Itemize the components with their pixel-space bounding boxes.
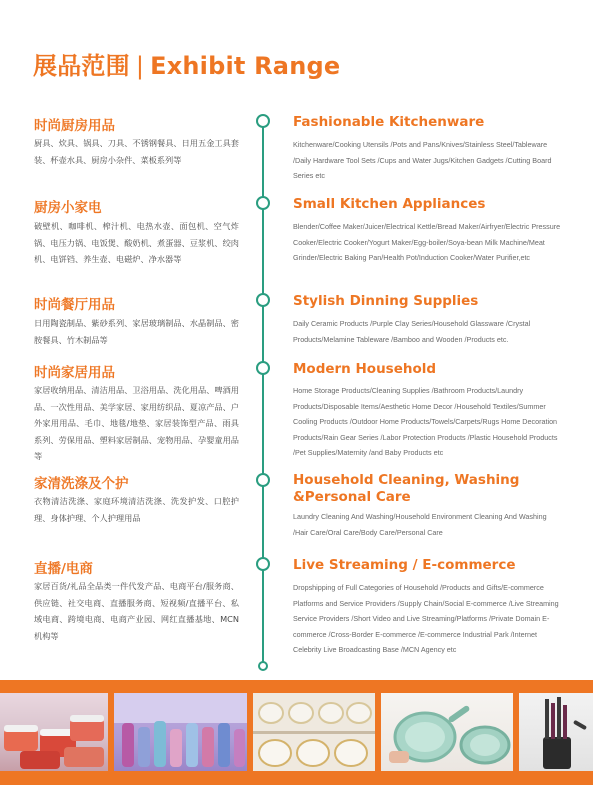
section-5-en-body: Laundry Cleaning And Washing/Household Environment Cleaning And Washing /Hair Care/Oral Care/Body Care/Personal Care [293, 512, 547, 537]
section-4-en-title: Modern Household [293, 361, 437, 377]
section-2-zh-title: 厨房小家电 [34, 200, 102, 216]
section-4-en-body: Home Storage Products/Cleaning Supplies /Bathroom Products/Laundry Products/Disposable Items/Aesthetic Home Decor /Household Textiles/Summer Cooling Products /Outdoor Home Products/Towels/Carpets/Rugs Home Decoration Products/Rain Gear Series /Labor Protection Products /Plastic Household Products /Pet Supplies/Maternity /and Baby Products etc [293, 386, 558, 457]
timeline-node-6 [256, 557, 270, 571]
section-3-zh-title: 时尚餐厅用品 [34, 297, 115, 313]
timeline-node-2 [256, 196, 270, 210]
section-5-en-title: Household Cleaning, Washing &Personal Care [293, 472, 520, 505]
page-title-zh: 展品范围 [33, 52, 130, 80]
bottom-band [0, 785, 593, 810]
knife-set-illustration [519, 693, 593, 771]
section-6-zh-title: 直播/电商 [34, 561, 93, 577]
section-6-en-body: Dropshipping of Full Categories of Household /Products and Gifts/E-commerce Platforms and Service Providers /Supply Chain/Social E-commerce /Live Streaming Service Providers /Short Video and Live Streaming/Platforms /Private Domain E-commerce /Cross-Border E-commerce /E-commerce Industrial Park /Internet Celebrity Live Broadcasting Base /MCN Agency etc [293, 583, 559, 654]
section-6-zh-body: 家居百货/礼品全品类一件代发产品、电商平台/服务商、供应链、社交电商、直播服务商、短视频/直播平台、私域电商、跨境电商、电商产业园、网红直播基地、MCN机构等 [34, 581, 239, 641]
section-2-en-title: Small Kitchen Appliances [293, 196, 486, 212]
water-bottles-illustration [114, 693, 247, 771]
cookware-illustration [381, 693, 513, 771]
product-photo-water-bottles [114, 693, 247, 771]
product-photo-tableware [253, 693, 375, 771]
page-title [33, 46, 340, 81]
section-3-zh-body: 日用陶瓷制品、紫砂系列、家居玻璃制品、水晶制品、密胺餐具、竹木制品等 [34, 318, 239, 345]
section-1-en-title: Fashionable Kitchenware [293, 114, 485, 130]
timeline-node-5 [256, 473, 270, 487]
section-3-en-body: Daily Ceramic Products /Purple Clay Series/Household Glassware /Crystal Products/Melamine Tableware /Bamboo and Wooden /Products etc. [293, 319, 531, 344]
page-title-en: Exhibit Range [150, 52, 341, 80]
section-5-zh-title: 家清洗涤及个护 [34, 476, 129, 492]
section-5-zh-body: 衣物清洁洗涤、家庭环境清洁洗涤、洗发护发、口腔护理、身体护理、个人护理用品 [34, 496, 239, 523]
lunch-boxes-illustration [0, 693, 108, 771]
tableware-illustration [253, 693, 375, 771]
section-3-en-title: Stylish Dinning Supplies [293, 293, 479, 309]
section-2-en-body: Blender/Coffee Maker/Juicer/Electrical Kettle/Bread Maker/Airfryer/Electric Pressure Cooker/Electric Cooker/Yogurt Maker/Egg-boiler/Soya-bean Milk Machine/Meat Grinder/Electric Baking Pan/Health Pot/Induction Cooker/Water Purifier,etc [293, 222, 561, 262]
section-6-en-title: Live Streaming / E-commerce [293, 557, 516, 573]
timeline-node-4 [256, 361, 270, 375]
product-photo-cookware [381, 693, 513, 771]
section-1-zh-body: 厨具、炊具、锅具、刀具、不锈钢餐具、日用五金工具套装、杯壶水具、厨房小杂件、菜板系列等 [34, 138, 239, 165]
section-1-en-body: Kitchenware/Cooking Utensils /Pots and Pans/Knives/Stainless Steel/Tableware /Daily Hardware Tool Sets /Cups and Water Jugs/Kitchen Gadgets /Cutting Board Series etc [293, 140, 552, 180]
section-1-zh-title: 时尚厨房用品 [34, 118, 115, 134]
title-separator: | [135, 52, 145, 80]
product-photo-knives [519, 693, 593, 771]
timeline-node-3 [256, 293, 270, 307]
timeline-end-node [258, 661, 268, 671]
section-4-zh-title: 时尚家居用品 [34, 365, 115, 381]
product-photo-lunch-boxes [0, 693, 108, 771]
section-4-zh-body: 家居收纳用品、清洁用品、卫浴用品、洗化用品、啤酒用品、一次性用品、美学家居、家用纺织品、夏凉产品、户外家用用品、毛巾、地毯/地垫、家居装饰型产品、雨具系列、劳保用品、塑料家居制品、宠物用品、孕婴童用品等 [34, 385, 239, 461]
section-2-zh-body: 破壁机、咖啡机、榨汁机、电热水壶、面包机、空气炸锅、电压力锅、电饭煲、酸奶机、煮蛋器、豆浆机、绞肉机、电饼铛、养生壶、电磁炉、净水器等 [34, 221, 239, 264]
timeline-node-1 [256, 114, 270, 128]
